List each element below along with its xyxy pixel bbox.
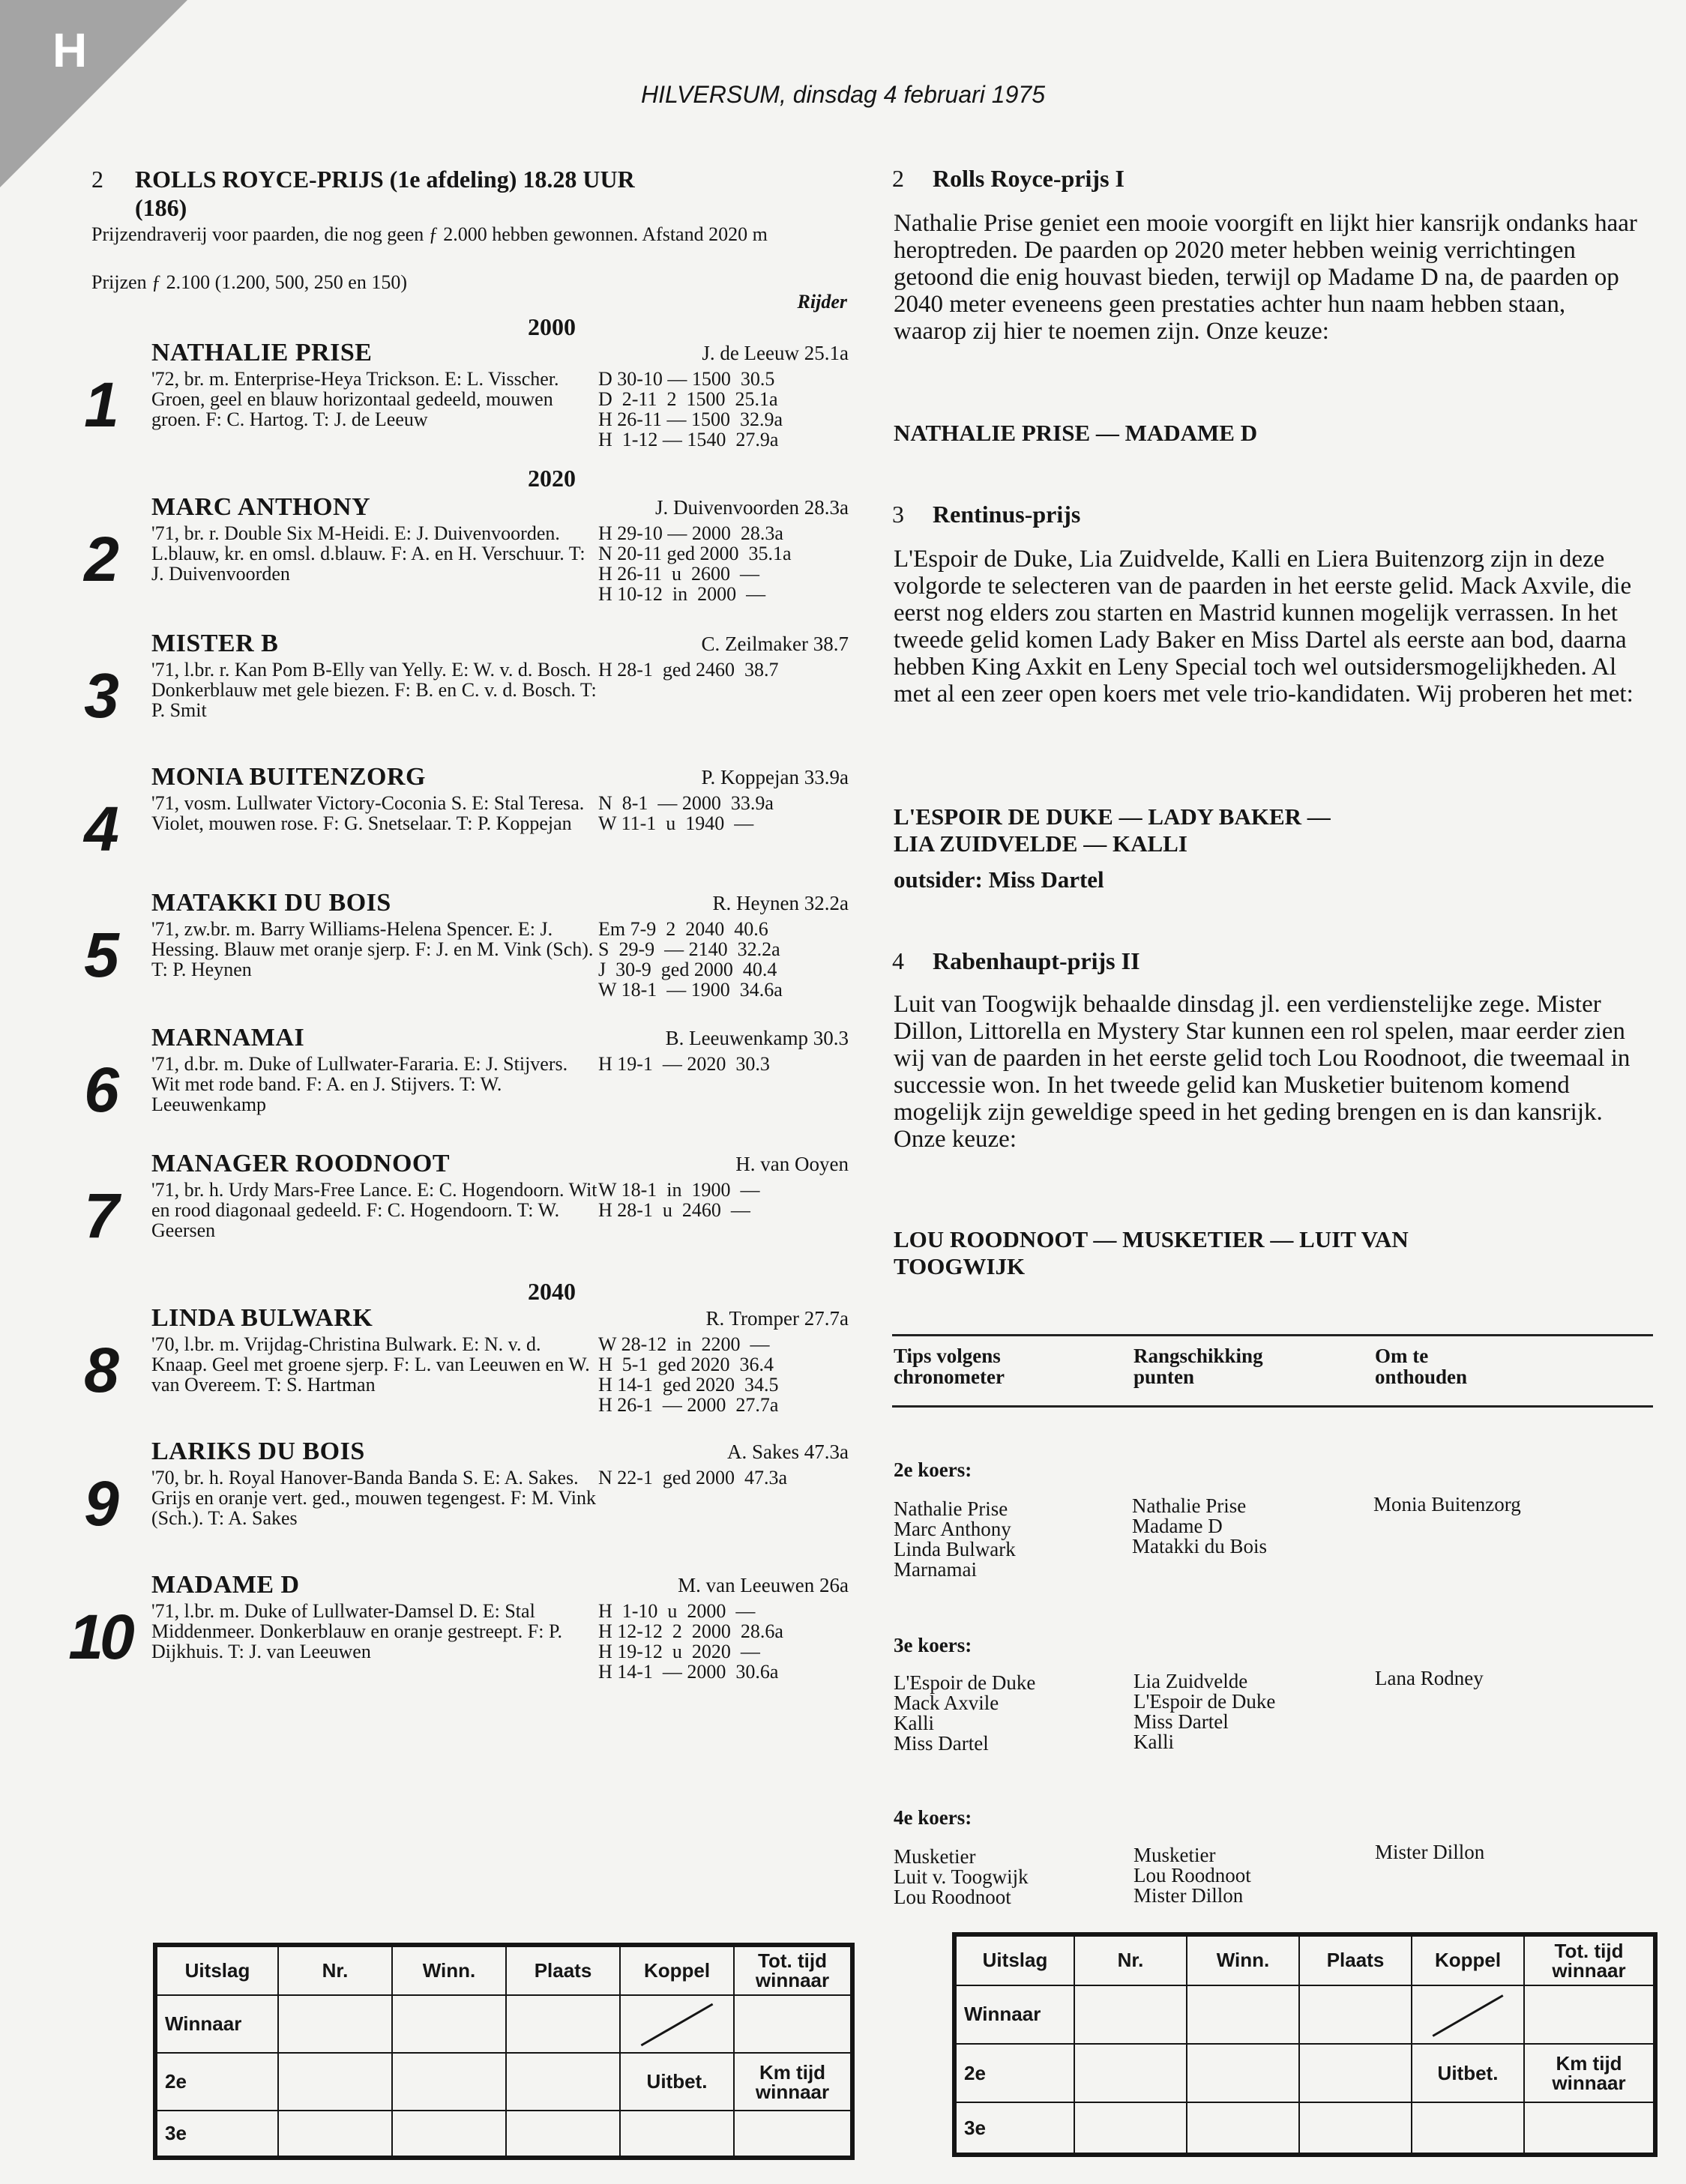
list-item: Lou Roodnoot	[894, 1886, 1011, 1908]
tips-race-label: 3e koers:	[894, 1634, 972, 1656]
result-cell[interactable]	[506, 2111, 620, 2158]
horse-rider: J. Duivenvoorden 28.3a	[655, 496, 849, 519]
result-cell[interactable]	[1524, 2102, 1655, 2155]
preview-outsider: outsider: Miss Dartel	[894, 866, 1104, 893]
result-row-label: 2e	[155, 2053, 278, 2111]
horse-rider: A. Sakes 47.3a	[727, 1441, 849, 1463]
list-item: Kalli	[1133, 1731, 1174, 1753]
horse-results	[598, 1601, 850, 1682]
result-cell[interactable]	[1524, 1985, 1655, 2044]
result-km-label: Km tijd winnaar	[1552, 2052, 1626, 2095]
tips-remember-list	[1375, 1842, 1484, 1862]
horse-rider: R. Heynen 32.2a	[712, 892, 849, 914]
list-item: Lia Zuidvelde	[1133, 1670, 1248, 1692]
result-line: N 20-11 ged 2000 35.1a	[598, 543, 792, 564]
horse-rider: H. van Ooyen	[735, 1153, 849, 1175]
tips-column-points: Rangschikking punten	[1133, 1345, 1263, 1388]
result-cell[interactable]	[1187, 2044, 1299, 2102]
preview-title: Rolls Royce-prijs I	[933, 165, 1124, 192]
result-row-label: Winnaar	[155, 1995, 278, 2053]
horse-name: MISTER B	[151, 630, 279, 657]
horse-rider: M. van Leeuwen 26a	[678, 1574, 849, 1596]
horse-description: '71, br. r. Double Six M-Heidi. E: J. Duivenvoorden. L.blauw, kr. en omsl. d.blauw. F: A. en H. Verschuur. T: J. Duivenvoorden	[151, 522, 585, 585]
result-line: N 8-1 — 2000 33.9a	[598, 792, 774, 814]
result-cell[interactable]	[506, 1995, 620, 2053]
result-uitbet-label: Uitbet.	[1412, 2044, 1524, 2102]
horse-description: '70, l.br. m. Vrijdag-Christina Bulwark. E: N. v. d. Knaap. Geel met groene sjerp. F: L. van Leeuwen en W. van Overeem. T: S. Hartman	[151, 1333, 590, 1396]
horse-number: 5	[84, 920, 115, 990]
result-cell[interactable]	[278, 2111, 392, 2158]
result-cell[interactable]	[1074, 2044, 1187, 2102]
result-line: J 30-9 ged 2000 40.4	[598, 959, 777, 980]
tips-race-label: 4e koers:	[894, 1806, 972, 1829]
rider-column-header: Rijder	[797, 291, 847, 313]
list-item: Monia Buitenzorg	[1373, 1493, 1521, 1515]
tips-points-list	[1133, 1845, 1251, 1906]
horse-description: '72, br. m. Enterprise-Heya Trickson. E: L. Visscher. Groen, geel en blauw horizontaal gedeeld, mouwen groen. F: C. Hartog. T: J. de Leeuw	[151, 368, 559, 430]
result-header-cell: Winn.	[392, 1945, 506, 1995]
result-km-cell	[734, 2053, 852, 2111]
distance-header: 2040	[528, 1278, 576, 1305]
preview-pick: LOU ROODNOOT — MUSKETIER — LUIT VAN TOOGWIJK	[894, 1226, 1409, 1279]
horse-number: 6	[84, 1055, 115, 1125]
horse-name: MATAKKI DU BOIS	[151, 889, 391, 917]
result-header-cell	[734, 1945, 852, 1995]
horse-results	[598, 369, 850, 450]
race-subtitle: (186)	[135, 194, 187, 221]
preview-number: 4	[892, 947, 904, 974]
result-cell[interactable]	[278, 1995, 392, 2053]
horse-results	[598, 793, 850, 833]
result-line: H 28-1 u 2460 —	[598, 1199, 750, 1221]
result-header-cell	[1524, 1934, 1655, 1985]
horse-name: MARC ANTHONY	[151, 493, 371, 521]
horse-description: '71, l.br. m. Duke of Lullwater-Damsel D. E: Stal Middenmeer. Donkerblauw en oranje gestreept. F: P. Dijkhuis. T: J. van Leeuwen	[151, 1600, 563, 1662]
result-cell[interactable]	[734, 1995, 852, 2053]
preview-heading	[892, 501, 1080, 528]
result-line: H 14-1 — 2000 30.6a	[598, 1661, 779, 1683]
preview-number: 3	[892, 501, 904, 528]
horse-results	[598, 660, 850, 680]
result-cell[interactable]	[392, 2111, 506, 2158]
result-header-cell: Koppel	[620, 1945, 734, 1995]
horse-number: 9	[84, 1468, 115, 1539]
result-line: H 12-12 2 2000 28.6a	[598, 1620, 783, 1642]
horse-number: 8	[84, 1335, 115, 1405]
result-header-cell: Koppel	[1412, 1934, 1524, 1985]
preview-text: L'Espoir de Duke, Lia Zuidvelde, Kalli en Liera Buitenzorg zijn in deze volgorde te selecteren van de paarden in het eerste gelid. Mack Axvile, die eerst nog elders zou starten en Mastrid kunnen mogelijk verrassen. In het tweede gelid komen Lady Baker en Miss Dartel als eerste aan bod, daarna hebben King Axkit en Leny Special toch wel outsidersmogelijkheden. Al met al een zeer open koers met vele trio-kandidaten. Wij proberen het met:	[894, 546, 1634, 708]
result-line: H 10-12 in 2000 —	[598, 583, 766, 605]
horse-results	[598, 1334, 850, 1415]
horse-results	[598, 1054, 850, 1074]
preview-heading	[892, 947, 1140, 975]
list-item: Linda Bulwark	[894, 1538, 1016, 1560]
result-line: H 29-10 — 2000 28.3a	[598, 522, 783, 544]
horse-rider: C. Zeilmaker 38.7	[701, 633, 849, 655]
tips-chrono-list	[894, 1673, 1035, 1754]
result-cell[interactable]	[734, 2111, 852, 2158]
result-line: H 28-1 ged 2460 38.7	[598, 659, 779, 681]
horse-number: 10	[68, 1602, 131, 1672]
result-line: W 11-1 u 1940 —	[598, 812, 754, 834]
result-line: H 26-11 u 2600 —	[598, 563, 759, 585]
result-line: D 2-11 2 1500 25.1a	[598, 388, 778, 410]
preview-title: Rabenhaupt-prijs II	[933, 947, 1140, 974]
list-item: Mister Dillon	[1133, 1884, 1244, 1907]
preview-title: Rentinus-prijs	[933, 501, 1081, 528]
horse-results	[598, 1467, 850, 1488]
race-number: 2	[91, 166, 103, 193]
result-header-cell: Winn.	[1187, 1934, 1299, 1985]
result-line: H 1-10 u 2000 —	[598, 1600, 756, 1622]
horse-results	[598, 919, 850, 1000]
result-line: H 26-11 — 1500 32.9a	[598, 408, 783, 430]
horse-name: MANAGER ROODNOOT	[151, 1150, 451, 1177]
race-description: Prijzendraverij voor paarden, die nog geen ƒ 2.000 hebben gewonnen. Afstand 2020 m	[91, 223, 768, 245]
tips-rule	[892, 1334, 1653, 1336]
page-header: HILVERSUM, dinsdag 4 februari 1975	[641, 81, 1045, 108]
horse-description: '71, l.br. r. Kan Pom B-Elly van Yelly. E: W. v. d. Bosch. Donkerblauw met gele biezen. F: B. en C. v. d. Bosch. T: P. Smit	[151, 659, 597, 721]
preview-heading	[892, 165, 1124, 193]
result-header-label: Tot. tijd winnaar	[755, 1949, 830, 1992]
result-cell[interactable]	[1187, 2102, 1299, 2155]
list-item: Musketier	[894, 1845, 976, 1868]
list-item: L'Espoir de Duke	[1133, 1690, 1276, 1713]
result-cell[interactable]	[1074, 2102, 1187, 2155]
result-cell[interactable]	[1299, 2102, 1412, 2155]
list-item: Mack Axvile	[894, 1692, 999, 1714]
result-row-label: Winnaar	[954, 1985, 1074, 2044]
result-line: H 26-1 — 2000 27.7a	[598, 1394, 779, 1416]
result-line: Em 7-9 2 2040 40.6	[598, 918, 768, 940]
preview-text: Nathalie Prise geniet een mooie voorgift en lijkt hier kansrijk ondanks haar heroptreden. De paarden op 2020 meter hebben weinig verrichtingen getoond die enig houvast bieden, terwijl op Madame D na, de paarden op 2040 meter eveneens geen prestaties achter hun naam hebben staan, waarop zij hier te noemen zijn. Onze keuze:	[894, 210, 1637, 345]
preview-pick: NATHALIE PRISE — MADAME D	[894, 420, 1258, 446]
corner-letter: H	[52, 23, 88, 77]
horse-rider: J. de Leeuw 25.1a	[702, 342, 849, 364]
list-item: Kalli	[894, 1712, 934, 1734]
result-line: H 14-1 ged 2020 34.5	[598, 1374, 779, 1396]
horse-results	[598, 523, 850, 604]
horse-number: 2	[84, 524, 115, 594]
list-item: Nathalie Prise	[894, 1497, 1008, 1520]
result-row-label: 2e	[954, 2044, 1074, 2102]
result-line: D 30-10 — 1500 30.5	[598, 368, 775, 390]
horse-number: 4	[84, 794, 115, 864]
result-box	[153, 1943, 855, 2160]
result-header-cell: Nr.	[278, 1945, 392, 1995]
list-item: Miss Dartel	[1133, 1710, 1229, 1733]
result-box	[952, 1932, 1658, 2157]
tips-chrono-list	[894, 1499, 1016, 1580]
list-item: Lou Roodnoot	[1133, 1864, 1251, 1886]
race-title-block	[91, 165, 841, 222]
result-cell[interactable]	[1412, 2102, 1524, 2155]
result-km-cell	[1524, 2044, 1655, 2102]
result-header-label: Tot. tijd winnaar	[1552, 1939, 1626, 1982]
result-header-cell: Uitslag	[954, 1934, 1074, 1985]
horse-name: MADAME D	[151, 1571, 300, 1599]
race-title: ROLLS ROYCE-PRIJS (1e afdeling) 18.28 UUR	[135, 166, 635, 193]
tips-rule	[892, 1405, 1653, 1408]
tips-chrono-list	[894, 1847, 1029, 1907]
list-item: Marc Anthony	[894, 1518, 1011, 1540]
tips-points-list	[1133, 1671, 1275, 1752]
result-cell[interactable]	[506, 2053, 620, 2111]
result-cell[interactable]	[1299, 1985, 1412, 2044]
result-cell[interactable]	[278, 2053, 392, 2111]
horse-number: 3	[84, 660, 115, 731]
result-km-label: Km tijd winnaar	[755, 2060, 830, 2103]
result-header-cell: Plaats	[1299, 1934, 1412, 1985]
horse-description: '71, vosm. Lullwater Victory-Coconia S. E: Stal Teresa. Violet, mouwen rose. F: G. Snetselaar. T: P. Koppejan	[151, 792, 585, 834]
horse-name: LARIKS DU BOIS	[151, 1438, 365, 1465]
result-line: H 1-12 — 1540 27.9a	[598, 429, 779, 450]
horse-name: LINDA BULWARK	[151, 1304, 373, 1332]
preview-text: Luit van Toogwijk behaalde dinsdag jl. een verdienstelijke zege. Mister Dillon, Littorella en Mystery Star kunnen een rol spelen, maar eerder zien wij van de paarden in het eerste gelid toch Lou Roodnoot, die tweemaal in successie won. In het tweede gelid kan Musketier buitenom komend mogelijk zijn geweldige speed in het geding brengen en is dan kansrijk. Onze keuze:	[894, 991, 1631, 1153]
tips-points-list	[1132, 1496, 1267, 1557]
horse-name: MARNAMAI	[151, 1024, 305, 1052]
result-line: W 18-1 in 1900 —	[598, 1179, 760, 1201]
list-item: Miss Dartel	[894, 1732, 989, 1755]
list-item: Marnamai	[894, 1558, 977, 1581]
slash-mark	[641, 2003, 714, 2047]
result-header-cell: Uitslag	[155, 1945, 278, 1995]
horse-number: 1	[84, 369, 115, 440]
result-cell-slash	[620, 1995, 734, 2053]
result-row-label: 3e	[155, 2111, 278, 2158]
result-line: W 18-1 — 1900 34.6a	[598, 979, 783, 1001]
race-prizes: Prijzen ƒ 2.100 (1.200, 500, 250 en 150)	[91, 271, 408, 293]
result-cell[interactable]	[1187, 1985, 1299, 2044]
horse-description: '71, zw.br. m. Barry Williams-Helena Spencer. E: J. Hessing. Blauw met oranje sjerp. F: J. en M. Vink (Sch). T: P. Heynen	[151, 918, 594, 980]
result-line: H 19-12 u 2020 —	[598, 1641, 760, 1662]
list-item: Lana Rodney	[1375, 1667, 1484, 1689]
result-cell-slash	[1412, 1985, 1524, 2044]
list-item: Musketier	[1133, 1844, 1216, 1866]
horse-description: '71, br. h. Urdy Mars-Free Lance. E: C. Hogendoorn. Wit en rood diagonaal gedeeld. F: C. Hogendoorn. T: W. Geersen	[151, 1179, 597, 1241]
tips-remember-list	[1373, 1494, 1521, 1515]
list-item: Nathalie Prise	[1132, 1494, 1247, 1517]
result-line: H 5-1 ged 2020 36.4	[598, 1354, 774, 1375]
horse-description: '71, d.br. m. Duke of Lullwater-Fararia. E: J. Stijvers. Wit met rode band. F: A. en J. Stijvers. T: W. Leeuwenkamp	[151, 1053, 568, 1115]
result-line: H 19-1 — 2020 30.3	[598, 1053, 770, 1075]
slash-mark	[1432, 1994, 1503, 2037]
horse-number: 7	[84, 1180, 115, 1251]
preview-pick: L'ESPOIR DE DUKE — LADY BAKER — LIA ZUIDVELDE — KALLI	[894, 803, 1331, 857]
result-uitbet-label: Uitbet.	[620, 2053, 734, 2111]
result-line: N 22-1 ged 2000 47.3a	[598, 1467, 788, 1488]
list-item: Matakki du Bois	[1132, 1535, 1267, 1557]
tips-column-chrono: Tips volgens chronometer	[894, 1345, 1005, 1388]
distance-header: 2020	[528, 465, 576, 492]
tips-race-label: 2e koers:	[894, 1458, 972, 1481]
horse-rider: B. Leeuwenkamp 30.3	[665, 1027, 849, 1049]
horse-rider: R. Tromper 27.7a	[705, 1307, 849, 1330]
result-line: W 28-12 in 2200 —	[598, 1333, 770, 1355]
result-cell[interactable]	[1074, 1985, 1187, 2044]
result-header-cell: Nr.	[1074, 1934, 1187, 1985]
list-item: L'Espoir de Duke	[894, 1671, 1036, 1694]
preview-number: 2	[892, 165, 904, 192]
list-item: Madame D	[1132, 1515, 1223, 1537]
result-cell[interactable]	[1299, 2044, 1412, 2102]
distance-header: 2000	[528, 313, 576, 340]
horse-results	[598, 1180, 850, 1220]
horse-rider: P. Koppejan 33.9a	[701, 766, 849, 788]
result-row-label: 3e	[954, 2102, 1074, 2155]
tips-column-remember: Om te onthouden	[1375, 1345, 1468, 1388]
list-item: Luit v. Toogwijk	[894, 1865, 1029, 1888]
result-cell[interactable]	[392, 1995, 506, 2053]
tips-remember-list	[1375, 1668, 1484, 1689]
horse-description: '70, br. h. Royal Hanover-Banda Banda S. E: A. Sakes. Grijs en oranje vert. ged., mouwen tegengest. F: M. Vink (Sch.). T: A. Sakes	[151, 1467, 596, 1529]
horse-name: MONIA BUITENZORG	[151, 763, 426, 791]
list-item: Mister Dillon	[1375, 1841, 1485, 1863]
result-cell[interactable]	[620, 2111, 734, 2158]
result-header-cell: Plaats	[506, 1945, 620, 1995]
result-line: S 29-9 — 2140 32.2a	[598, 938, 780, 960]
horse-name: NATHALIE PRISE	[151, 339, 373, 366]
result-cell[interactable]	[392, 2053, 506, 2111]
